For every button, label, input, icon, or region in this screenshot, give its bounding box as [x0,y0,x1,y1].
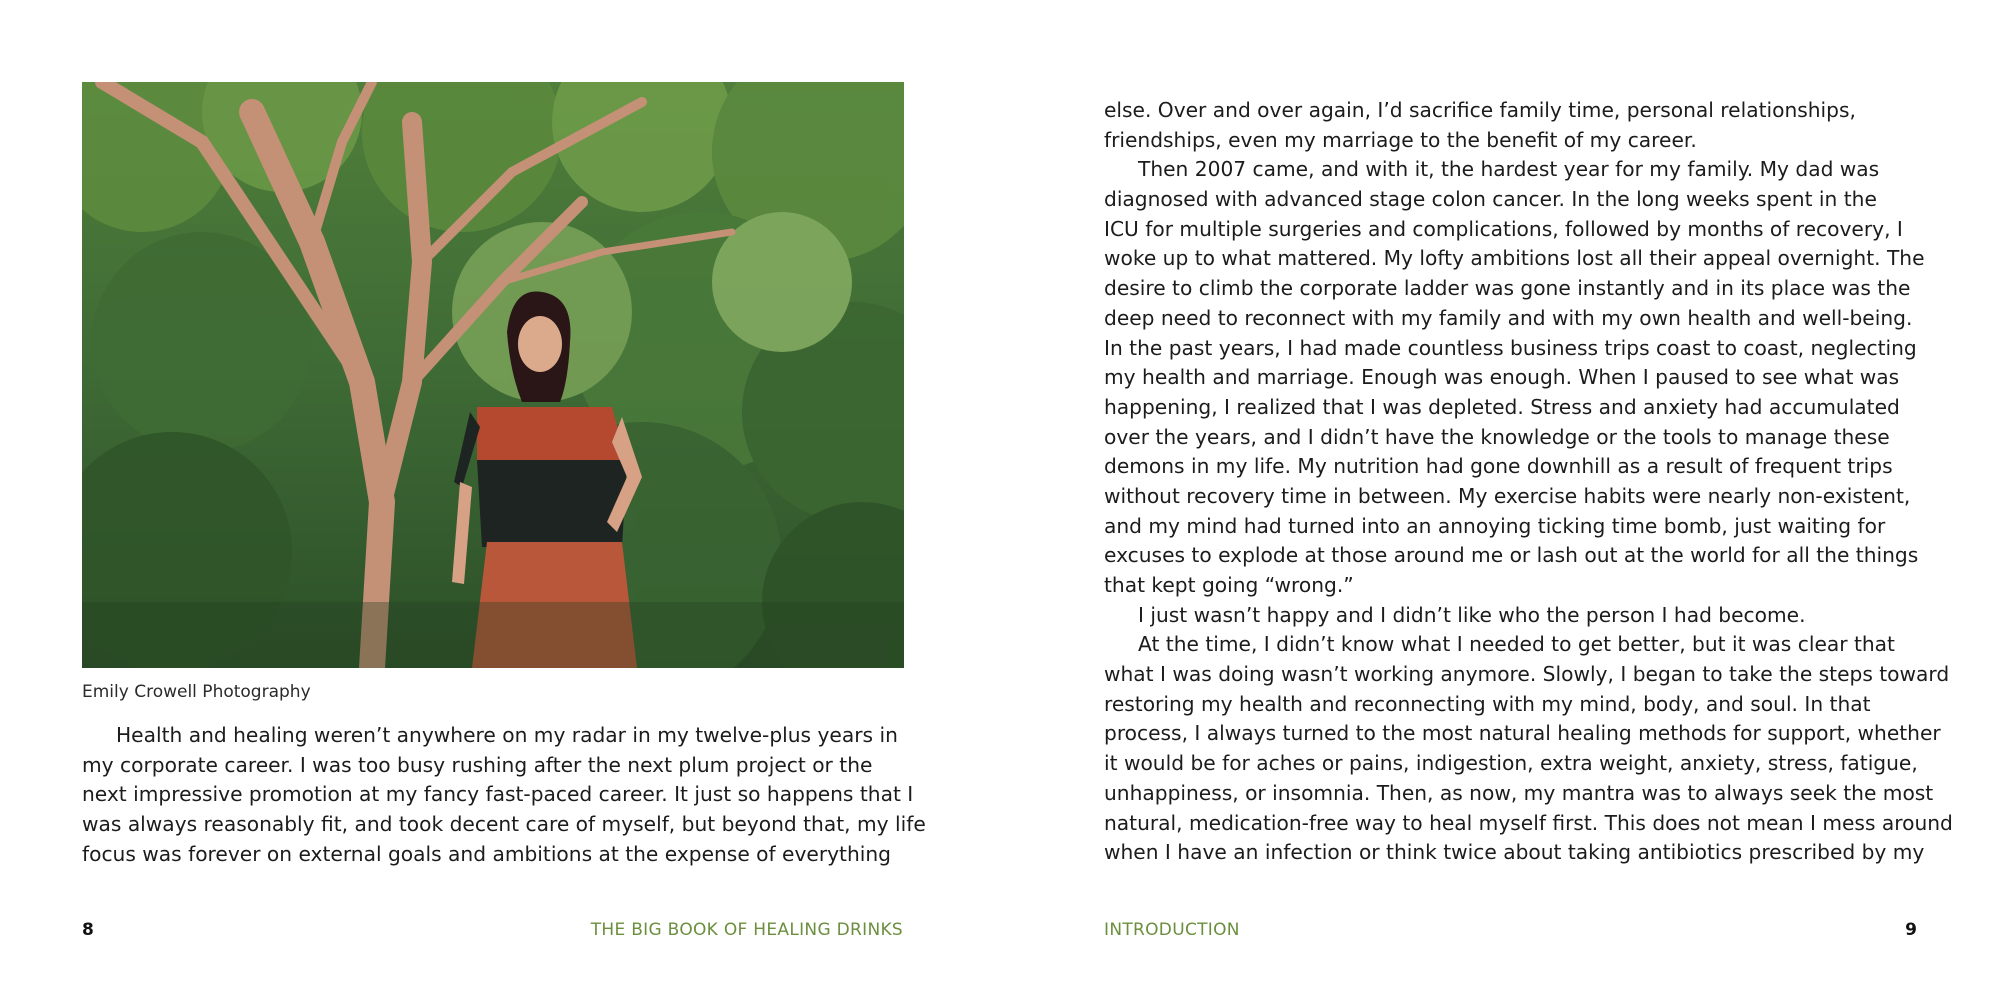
text-line: friendships, even my marriage to the benefit of my career. [1104,127,1697,152]
right-page [1000,0,2000,999]
page-number-left: 8 [82,920,94,940]
text-line: next impressive promotion at my fancy fast-paced career. It just so happens that I [82,782,914,807]
text-line: Then 2007 came, and with it, the hardest year for my family. My dad was [1138,157,1880,182]
text-line: deep need to reconnect with my family and with my own health and well-being. [1104,305,1913,330]
text-line: desire to climb the corporate ladder was gone instantly and in its place was the [1104,276,1911,301]
text-line: that kept going “wrong.” [1104,573,1354,597]
text-line: unhappiness, or insomnia. Then, as now, my mantra was to always seek the most [1104,780,1934,805]
text-line: when I have an infection or think twice about taking antibiotics prescribed by my [1104,840,1925,865]
text-line: excuses to explode at those around me or lash out at the world for all the things [1104,543,1919,568]
text-line: restoring my health and reconnecting with my mind, body, and soul. In that [1104,691,1871,716]
text-line: it would be for aches or pains, indigestion, extra weight, anxiety, stress, fatigue, [1104,751,1918,776]
text-line: At the time, I didn’t know what I needed to get better, but it was clear that [1138,632,1895,657]
text-line: demons in my life. My nutrition had gone downhill as a result of frequent trips [1104,454,1893,479]
text-line: ICU for multiple surgeries and complications, followed by months of recovery, I [1104,216,1903,241]
text-line: my health and marriage. Enough was enough. When I paused to see what was [1104,365,1900,390]
text-line: and my mind had turned into an annoying ticking time bomb, just waiting for [1104,513,1886,538]
text-line: what I was doing wasn’t working anymore. Slowly, I began to take the steps toward [1104,662,1950,687]
text-line: diagnosed with advanced stage colon cancer. In the long weeks spent in the [1104,187,1877,212]
text-line: else. Over and over again, I’d sacrifice family time, personal relationships, [1104,98,1856,122]
text-line: natural, medication-free way to heal myself first. This does not mean I mess around [1104,810,1953,835]
text-line: Health and healing weren’t anywhere on my radar in my twelve-plus years in [116,723,898,747]
text-line: In the past years, I had made countless business trips coast to coast, neglecting [1104,335,1917,360]
photo-caption: Emily Crowell Photography [82,682,311,702]
photo-woman-in-forest [82,82,904,668]
left-paragraph [82,721,926,869]
text-line: I just wasn’t happy and I didn’t like who the person I had become. [1138,602,1806,627]
running-head-book-title: THE BIG BOOK OF HEALING DRINKS [590,920,903,940]
text-line: happening, I realized that I was depleted. Stress and anxiety had accumulated [1104,394,1900,419]
text-line: focus was forever on external goals and ambitions at the expense of everything [82,841,891,866]
text-line: my corporate career. I was too busy rushing after the next plum project or the [82,752,873,777]
page-number-right: 9 [1905,920,1917,940]
running-head-section: INTRODUCTION [1104,920,1240,940]
text-line: over the years, and I didn’t have the knowledge or the tools to manage these [1104,424,1890,449]
right-text-block [1104,96,1953,868]
text-line: woke up to what mattered. My lofty ambitions lost all their appeal overnight. The [1104,246,1925,271]
text-line: without recovery time in between. My exercise habits were nearly non-existent, [1104,483,1911,508]
text-line: process, I always turned to the most natural healing methods for support, whether [1104,721,1941,746]
text-line: was always reasonably fit, and took decent care of myself, but beyond that, my life [82,812,926,837]
